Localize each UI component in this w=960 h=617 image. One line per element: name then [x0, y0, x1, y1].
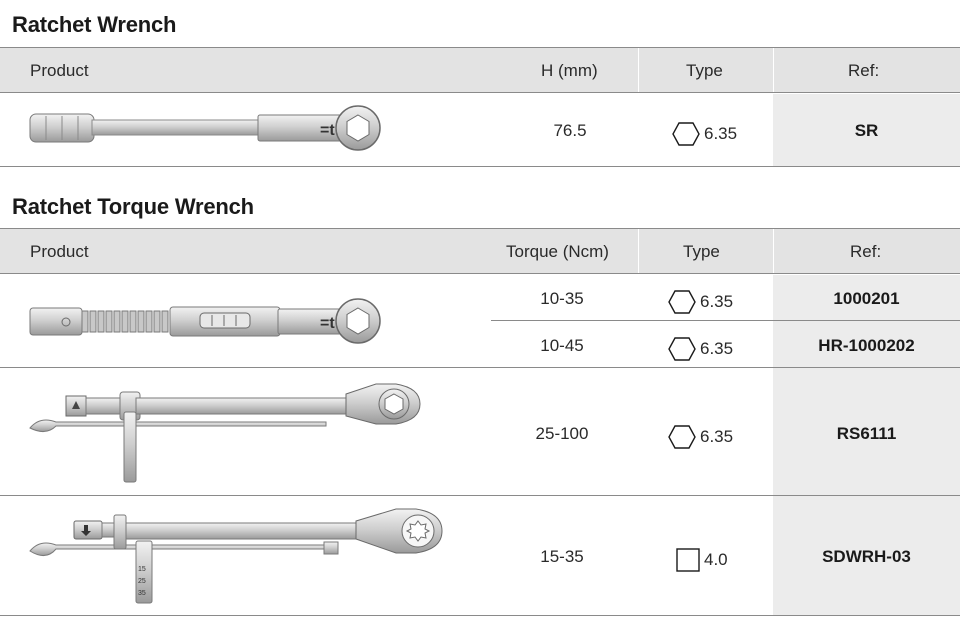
scale-mark-25: 25 — [138, 578, 146, 585]
header-ref: Ref: — [850, 242, 882, 261]
hexagon-icon — [668, 337, 696, 361]
torque-wrench-spring-image — [28, 296, 386, 348]
header-torque: Torque (Ncm) — [506, 242, 609, 261]
header-height: H (mm) — [541, 61, 598, 80]
type-value: 6.35 — [700, 427, 734, 446]
svg-text:=t: =t — [320, 122, 335, 139]
ref-value: HR-1000202 — [818, 336, 915, 355]
header-ref: Ref: — [848, 61, 880, 80]
scale-mark-35: 35 — [138, 590, 146, 597]
header-product: Product — [30, 242, 89, 261]
header-product: Product — [30, 61, 89, 80]
torque-value: 10-35 — [540, 289, 584, 308]
ref-value: SDWRH-03 — [822, 547, 911, 566]
hexagon-icon — [668, 425, 696, 449]
ref-value: SR — [854, 121, 879, 140]
torque-wrench-beam-image — [26, 376, 426, 486]
type-cell — [668, 425, 733, 449]
type-value: 6.35 — [704, 124, 738, 143]
table-header-torque-wrench — [0, 228, 960, 274]
type-cell — [672, 122, 737, 146]
height-value: 76.5 — [553, 121, 587, 140]
type-value: 6.35 — [700, 339, 734, 358]
type-value: 4.0 — [704, 550, 728, 569]
hexagon-icon — [668, 290, 696, 314]
svg-text:=t: =t — [320, 315, 335, 332]
torque-value: 10-45 — [540, 336, 584, 355]
section-title-ratchet-wrench: Ratchet Wrench — [12, 12, 177, 37]
header-type: Type — [686, 61, 723, 80]
square-icon — [676, 548, 700, 572]
torque-value: 15-35 — [540, 547, 584, 566]
type-cell — [668, 290, 733, 314]
header-type: Type — [683, 242, 720, 261]
type-cell — [676, 548, 728, 572]
ref-value: RS6111 — [836, 424, 897, 443]
scale-mark-15: 15 — [138, 566, 146, 573]
hexagon-icon — [672, 122, 700, 146]
type-value: 6.35 — [700, 292, 734, 311]
table-header-ratchet-wrench — [0, 47, 960, 93]
type-cell — [668, 337, 733, 361]
torque-value: 25-100 — [535, 424, 589, 443]
section-title-ratchet-torque-wrench: Ratchet Torque Wrench — [12, 194, 254, 219]
ref-value: 1000201 — [833, 289, 900, 308]
torque-wrench-scale-image — [26, 503, 446, 609]
ratchet-wrench-image — [28, 103, 386, 155]
